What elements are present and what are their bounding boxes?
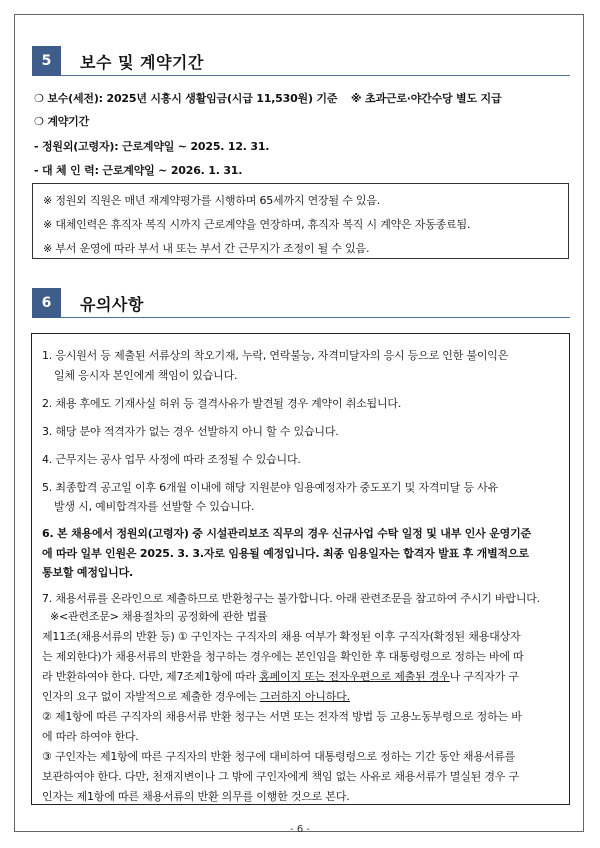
notice-item-6: 6. 본 채용에서 정원외(고령자) 중 시설관리보조 직무의 경우 신규사업 수탁 일정 및 내부 인사 운영기준 bbox=[42, 527, 531, 540]
law-text: 는 제외한다)가 채용서류의 반환을 청구하는 경우에는 본인임을 확인한 후 대통령령으로 정하는 바에 따 bbox=[42, 650, 524, 663]
note-line: ※ 정원외 직원은 매년 재계약평가를 시행하며 65세까지 연장될 수 있음. bbox=[43, 194, 381, 207]
notice-item-3: 3. 해당 분야 적격자가 없는 경우 선발하지 아니 할 수 있습니다. bbox=[42, 425, 339, 438]
page-number: - 6 - bbox=[290, 824, 310, 835]
notice-item-6-cont: 통보할 예정입니다. bbox=[42, 566, 134, 579]
period-item bbox=[34, 138, 269, 154]
section6-underline bbox=[61, 317, 570, 318]
law-text-underlined: 그러하지 아니하다. bbox=[259, 690, 350, 703]
law-text-part: 인자의 요구 없이 자발적으로 제출한 경우에는 bbox=[42, 690, 260, 703]
law-text: 에 따라 하여야 한다. bbox=[42, 730, 139, 743]
notice-item-7: 7. 채용서류를 온라인으로 제출하므로 반환청구는 불가합니다. 아래 관련조문을 참고하여 주시기 바랍니다. bbox=[42, 592, 540, 605]
pay-text: 보수(세전): 2025년 시흥시 생활임금(시급 11,530원) 기준 bbox=[47, 92, 338, 105]
section6-header bbox=[32, 288, 570, 318]
law-text: 보관하여야 한다. 다만, 천재지변이나 그 밖에 구인자에게 책임 없는 사유로 채용서류가 멸실된 경우 구 bbox=[42, 770, 519, 783]
law-text-part: 나 구직자가 구 bbox=[449, 670, 519, 683]
notice-item-5-cont: 발생 시, 예비합격자를 선발할 수 있습니다. bbox=[54, 500, 255, 513]
law-text: ③ 구인자는 제1항에 따른 구직자의 반환 청구에 대비하여 대통령령으로 정하는 기간 동안 채용서류를 bbox=[42, 750, 516, 763]
notice-item-1: 1. 응시원서 등 제출된 서류상의 착오기재, 누락, 연락불능, 자격미달자의 응시 등으로 인한 불이익은 bbox=[42, 349, 509, 362]
notice-box bbox=[31, 333, 570, 805]
notice-item-6-cont: 에 따라 일부 인원은 2025. 3. 3.자로 임용될 예정입니다. 최종 임용일자는 합격자 발표 후 개별적으로 bbox=[42, 547, 529, 560]
period-bullet: ❍ bbox=[34, 115, 44, 128]
section5-title: 보수 및 계약기간 bbox=[80, 53, 204, 72]
section5-header bbox=[32, 46, 570, 76]
section6-number: 6 bbox=[32, 288, 61, 318]
notice-item-5: 5. 최종합격 공고일 이후 6개월 이내에 해당 지원분야 임용예정자가 중도포기 및 자격미달 등 사유 bbox=[42, 481, 498, 494]
section5-number: 5 bbox=[32, 46, 61, 76]
notice-item-4: 4. 근무지는 공사 업무 사정에 따라 조정될 수 있습니다. bbox=[42, 453, 301, 466]
section6-title: 유의사항 bbox=[80, 295, 144, 314]
law-text: 인자는 제1항에 따른 채용서류의 반환 의무를 이행한 것으로 본다. bbox=[42, 790, 350, 803]
law-text-part: 라 반환하여야 한다. 다만, 제7조제1항에 따라 bbox=[42, 670, 260, 683]
notice-item-1-cont: 일체 응시자 본인에게 책임이 있습니다. bbox=[54, 369, 238, 382]
period-item bbox=[34, 162, 242, 178]
pay-line bbox=[34, 90, 501, 106]
pay-bullet: ❍ bbox=[34, 92, 44, 105]
period-line bbox=[34, 113, 89, 129]
section5-underline bbox=[61, 75, 570, 76]
period-item-label: - 정원외(고령자) bbox=[34, 140, 115, 153]
law-text-underlined: 홈페이지 또는 전자우편으로 제출된 경우 bbox=[259, 670, 450, 683]
period-item-label: - 대 체 인 력 bbox=[34, 164, 95, 177]
law-title: ※<관련조문> 채용절차의 공정화에 관한 법률 bbox=[50, 610, 268, 623]
law-text: ② 제1항에 따른 구직자의 채용서류 반환 청구는 서면 또는 전자적 방법 등 고용노동부령으로 정하는 바 bbox=[42, 710, 522, 723]
pay-note: ※ 초과근로·야간수당 별도 지급 bbox=[350, 92, 502, 105]
period-label: 계약기간 bbox=[47, 115, 90, 128]
notice-item-2: 2. 채용 후에도 기재사실 허위 등 결격사유가 발견될 경우 계약이 취소됩니다. bbox=[42, 397, 402, 410]
period-item-value: : 근로계약일 ~ 2025. 12. 31. bbox=[114, 140, 270, 153]
notes-box bbox=[32, 183, 569, 259]
law-text bbox=[42, 668, 519, 684]
period-item-value: : 근로계약일 ~ 2026. 1. 31. bbox=[94, 164, 243, 177]
note-line: ※ 대체인력은 휴직자 복직 시까지 근로계약을 연장하며, 휴직자 복직 시 계약은 자동종료됨. bbox=[43, 218, 471, 231]
note-line: ※ 부서 운영에 따라 부서 내 또는 부서 간 근무지가 조정이 될 수 있음. bbox=[43, 242, 370, 255]
law-text: 제11조(채용서류의 반환 등) ① 구인자는 구직자의 채용 여부가 확정된 이후 구직자(확정된 채용대상자 bbox=[42, 630, 521, 643]
law-text bbox=[42, 688, 350, 704]
